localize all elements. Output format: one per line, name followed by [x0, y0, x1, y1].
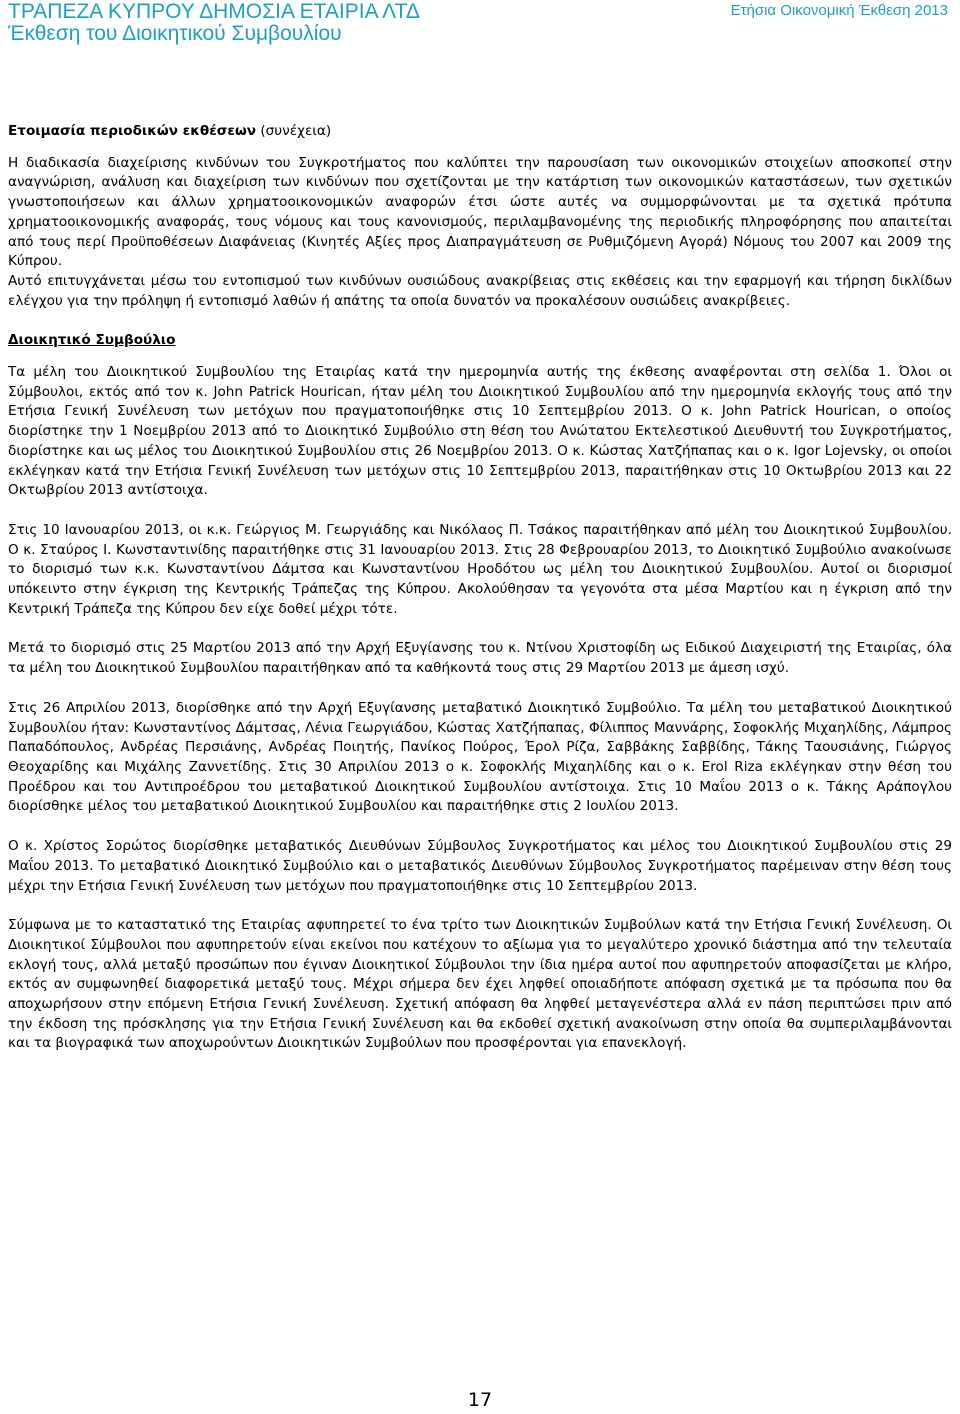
- paragraph-interim-ceo: Ο κ. Χρίστος Σορώτος διορίσθηκε μεταβατικός Διευθύνων Σύμβουλος Συγκροτήματος και μέλος του Διοικητικού Συμβουλίου στις 29 Μαΐου 2013. Το μεταβατικό Διοικητικό Συμβούλιο και ο μεταβατικός Διευθύνων Σύμβουλος Συγκροτήματος παρέμειναν στην θέση τους μέχρι την Ετήσια Γενική Συνέλευση των μετόχων που πραγματοποιήθηκε στις 10 Σεπτεμβρίου 2013.: [8, 838, 952, 894]
- paragraph-risk-management: Η διαδικασία διαχείρισης κινδύνων του Συγκροτήματος που καλύπτει την παρουσίαση των οικονομικών στοιχείων αποσκοπεί στην αναγνώριση, ανάλυση και διαχείριση των κινδύνων που σχετίζονται με την κατάρτιση των οικονομικών καταστάσεων, των σχετικών γνωστοποιήσεων και άλλων χρηματοοικονομικών αναφορών έτσι ώστε αυτές να συμμορφώνονται με τα σχετικά πρότυπα χρηματοοικονομικής αναφοράς, τους νόμους και τους κανονισμούς, περιλαμβανομένης της περιοδικής πληροφόρησης που απαιτείται από τους περί Προϋποθέσεων Διαφάνειας (Κινητές Αξίες προς Διαπραγμάτευση σε Ρυθμιζόμενη Αγορά) Νόμους του 2007 και 2009 της Κύπρου.: [8, 154, 952, 270]
- paragraph-board-members: Τα μέλη του Διοικητικού Συμβουλίου της Εταιρίας κατά την ημερομηνία αυτής της έκθεσης αναφέρονται στη σελίδα 1. Όλοι οι Σύμβουλοι, εκτός από τον κ. John Patrick Hourican, ήταν μέλη του Διοικητικού Συμβουλίου από την ημερομηνία εκλογής τους από την Ετήσια Γενική Συνέλευση των μετόχων που πραγματοποιήθηκε στις 10 Σεπτεμβρίου 2013. Ο κ. John Patrick Hourican, ο οποίος διορίστηκε την 1 Νοεμβρίου 2013 από το Διοικητικό Συμβούλιο στη θέση του Ανώτατου Εκτελεστικού Διευθυντή του Συγκροτήματος, διορίστηκε και ως μέλος του Διοικητικού Συμβουλίου στις 26 Νοεμβρίου 2013. Ο κ. Κώστας Χατζήπαπας και ο κ. Igor Lojevsky, οι οποίοι εκλέγηκαν κατά την Ετήσια Γενική Συνέλευση των μετόχων στις 10 Σεπτεμβρίου 2013, παραιτήθηκαν στις 10 Οκτωβρίου 2013 και 22 Οκτωβρίου 2013 αντίστοιχα.: [8, 364, 952, 499]
- section-heading-board: Διοικητικό Συμβούλιο: [8, 332, 176, 349]
- paragraph-rotation: Σύμφωνα με το καταστατικό της Εταιρίας αφυπηρετεί το ένα τρίτο των Διοικητικών Συμβούλων κατά την Ετήσια Γενική Συνέλευση. Οι Διοικητικοί Σύμβουλοι που αφυπηρετούν είναι εκείνοι που κατέχουν το αξίωμα για το μεγαλύτερο χρονικό διάστημα από την τελευταία εκλογή τους, αλλά μεταξύ προσώπων που έγιναν Διοικητικοί Σύμβουλοι την ίδια ημέρα αυτοί που αφυπηρετούν αποφασίζεται με κλήρο, εκτός αν συμφωνηθεί διαφορετικά μεταξύ τους. Μέχρι σήμερα δεν έχει ληφθεί οποιαδήποτε απόφαση σχετικά με τα πρόσωπα που θα αποχωρήσουν στην επόμενη Ετήσια Γενική Συνέλευση. Σχετική απόφαση θα ληφθεί μεταγενέστερα αλλά εν πάση περιπτώσει πριν από την έκδοση της πρόσκλησης για την Ετήσια Γενική Συνέλευση και θα εκδοθεί σχετική ανακοίνωση στην οποία θα συμπεριλαμβάνονται και τα βιογραφικά των αποχωρούντων Διοικητικών Συμβούλων που προσφέρονται για επανεκλογή.: [8, 917, 952, 1052]
- document-body: [8, 122, 952, 1054]
- page-header: [8, 0, 952, 50]
- section-heading-bold: Ετοιμασία περιοδικών εκθέσεων: [8, 123, 257, 139]
- section-heading-suffix: (συνέχεια): [256, 123, 332, 139]
- paragraph-interim-board: Στις 26 Απριλίου 2013, διορίσθηκε από την Αρχή Εξυγίανσης μεταβατικό Διοικητικό Συμβούλιο. Τα μέλη του μεταβατικού Διοικητικού Συμβουλίου ήταν: Κωνσταντίνος Δάμτσας, Λένια Γεωργιάδου, Κώστας Χατζήπαπας, Φίλιππος Μαννάρης, Σοφοκλής Μιχαηλίδης, Λάμπρος Παπαδόπουλος, Ανδρέας Περσιάνης, Ανδρέας Ποιητής, Πανίκος Πούρος, Έρολ Ρίζα, Σαββάκης Σαββίδης, Τάκης Ταουσιάνης, Γιώργος Θεοχαρίδης και Μιχάλης Ζαννετίδης. Στις 30 Απριλίου 2013 ο κ. Σοφοκλής Μιχαηλίδης και ο κ. Erol Riza εκλέγηκαν στην θέση του Προέδρου και του Αντιπροέδρου του μεταβατικού Διοικητικού Συμβουλίου αντίστοιχα. Στις 10 Μαΐου 2013 ο κ. Τάκης Αράπογλου διορίσθηκε μέλος του μεταβατικού Διοικητικού Συμβουλίου και παραιτήθηκε στις 2 Ιουλίου 2013.: [8, 699, 952, 815]
- paragraph-controls: Αυτό επιτυγχάνεται μέσω του εντοπισμού των κινδύνων ουσιώδους ανακρίβειας στις εκθέσεις και την εφαρμογή και τήρηση δικλίδων ελέγχου για την πρόληψη ή εντοπισμό λαθών ή απάτης τα οποία δυνατόν να προκαλέσουν ουσιώδεις ανακρίβειες.: [8, 272, 952, 309]
- report-title: Ετήσια Οικονομική Έκθεση 2013: [730, 2, 948, 19]
- section-heading-periodic-reports: [8, 122, 952, 142]
- page-number: 17: [467, 1389, 493, 1411]
- report-section-title: Έκθεση του Διοικητικού Συμβουλίου: [8, 22, 342, 45]
- company-name: ΤΡΑΠΕΖΑ ΚΥΠΡΟΥ ΔΗΜΟΣΙΑ ΕΤΑΙΡΙΑ ΛΤΔ: [8, 0, 420, 23]
- paragraph-special-administrator: Μετά το διορισμό στις 25 Μαρτίου 2013 από την Αρχή Εξυγίανσης του κ. Ντίνου Χριστοφίδη ως Ειδικού Διαχειριστή της Εταιρίας, όλα τα μέλη του Διοικητικού Συμβουλίου παραιτήθηκαν από τα καθήκοντά τους στις 29 Μαρτίου 2013 με άμεση ισχύ.: [8, 640, 952, 677]
- paragraph-january-resignations: Στις 10 Ιανουαρίου 2013, οι κ.κ. Γεώργιος Μ. Γεωργιάδης και Νικόλαος Π. Τσάκος παραιτήθηκαν από μέλη του Διοικητικού Συμβουλίου. Ο κ. Σταύρος Ι. Κωνσταντινίδης παραιτήθηκε στις 31 Ιανουαρίου 2013. Στις 28 Φεβρουαρίου 2013, το Διοικητικό Συμβούλιο ανακοίνωσε το διορισμό των κ.κ. Κωνσταντίνου Δάμτσα και Κωνσταντίνου Ηροδότου ως μέλη του Διοικητικού Συμβουλίου. Αυτοί οι διορισμοί υπόκειντο στην έγκριση της Κεντρικής Τράπεζας της Κύπρου. Ακολούθησαν τα γεγονότα στα μέσα Μαρτίου και η έγκριση από την Κεντρική Τράπεζα της Κύπρου δεν είχε δοθεί μέχρι τότε.: [8, 521, 952, 617]
